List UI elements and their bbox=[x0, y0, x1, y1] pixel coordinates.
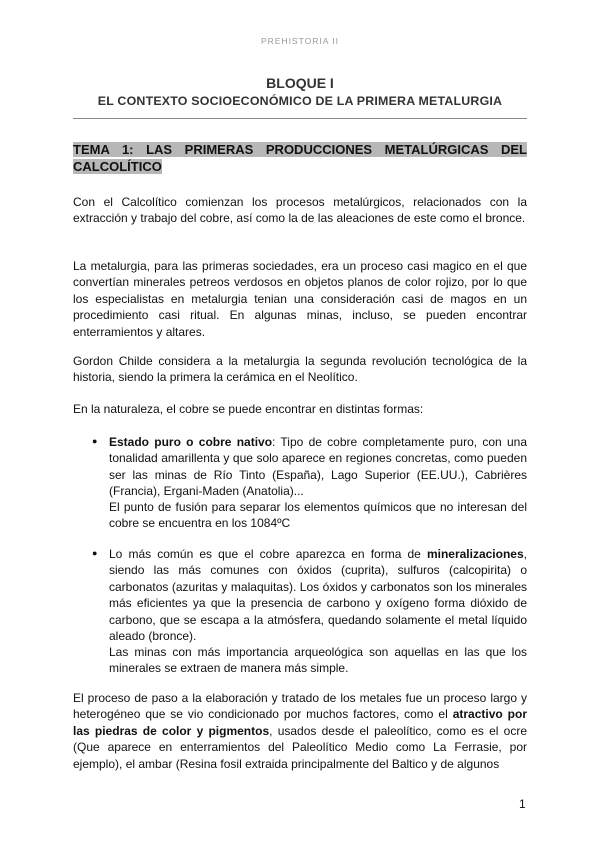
bullet-text: Lo más común es que el cobre aparezca en forma de bbox=[109, 547, 427, 561]
bullet-text: : Tipo de cobre completamente puro, con una tonalidad amarillenta y que solo aparece en regiones concretas, como pueden ser las minas de Río Tinto (España), Lago Superior (EE.UU.), Cabrières (Francia), Ergani-Maden (Anatolia)... bbox=[109, 435, 527, 499]
bullet-mineralizations-cont: Las minas con más importancia arqueológica son aquellas en las que los minerales se extraen de manera más simple. bbox=[109, 645, 527, 676]
block-subtitle: EL CONTEXTO SOCIOECONÓMICO DE LA PRIMERA METALURGIA bbox=[97, 94, 503, 108]
paragraph-metallurgy: La metalurgia, para las primeras sociedades, era un proceso casi magico en el que convertían minerales petreos verdosos en objetos planos de color rojizo, por lo que los especialistas en metalurgia tenian una consideración casi de magos en un procedimiento casi ritual. En algunas minas, incluso, se pueden encontrar enterramientos y altares. bbox=[73, 259, 527, 339]
paragraph-text: El proceso de paso a la elaboración y tratado de los metales fue un proceso largo y heterogéneo que se vio condicionado por muchos factores, como el bbox=[73, 691, 527, 722]
running-header: PREHISTORIA II bbox=[260, 36, 340, 46]
horizontal-rule bbox=[73, 118, 527, 119]
bullet-mineralizations bbox=[109, 546, 527, 644]
paragraph-process bbox=[73, 690, 527, 772]
page-number: 1 bbox=[519, 797, 526, 811]
bullet-text: , siendo las más comunes con óxidos (cuprita), sulfuros (calcopirita) o carbonatos (azuritas y malaquitas). Los óxidos y carbonatos son los minerales más eficientes ya que la presencia de carbono y oxígeno forma dióxido de carbono, que se escapa a la atmósfera, quedando solamente el metal líquido aleado (bronce). bbox=[109, 547, 527, 644]
bullet-bold: mineralizaciones bbox=[426, 547, 524, 561]
paragraph-childe: Gordon Childe considera a la metalurgia la segunda revolución tecnológica de la historia, siendo la primera la cerámica en el Neolítico. bbox=[73, 354, 527, 385]
bullet-bold: Estado puro o cobre nativo bbox=[109, 435, 273, 449]
paragraph-bold: atractivo por las piedras de color y pigmentos bbox=[73, 707, 528, 738]
bullet-native-copper bbox=[109, 434, 527, 500]
bullet-dot: ● bbox=[92, 548, 98, 558]
paragraph-forms: En la naturaleza, el cobre se puede encontrar en distintas formas: bbox=[73, 402, 424, 416]
topic-heading-text: TEMA 1: LAS PRIMERAS PRODUCCIONES METALÚRGICAS DEL CALCOLÍTICO bbox=[73, 142, 527, 174]
bullet-dot: ● bbox=[92, 436, 98, 446]
bullet-native-copper-cont: El punto de fusión para separar los elementos químicos que no interesan del cobre se encuentra en los 1084ºC bbox=[109, 500, 527, 531]
block-title: BLOQUE I bbox=[266, 75, 334, 91]
paragraph-intro: Con el Calcolítico comienzan los procesos metalúrgicos, relacionados con la extracción y trabajo del cobre, así como la de las aleaciones de este como el bronce. bbox=[73, 195, 527, 226]
paragraph-text: , usados desde el paleolítico, como es el ocre (Que aparece en enterramientos del Paleolítico Medio como La Ferrasie, por ejemplo), el ambar (Resina fosil extraida principalmente del Baltico y de algunos bbox=[73, 723, 527, 771]
topic-heading bbox=[73, 141, 527, 175]
